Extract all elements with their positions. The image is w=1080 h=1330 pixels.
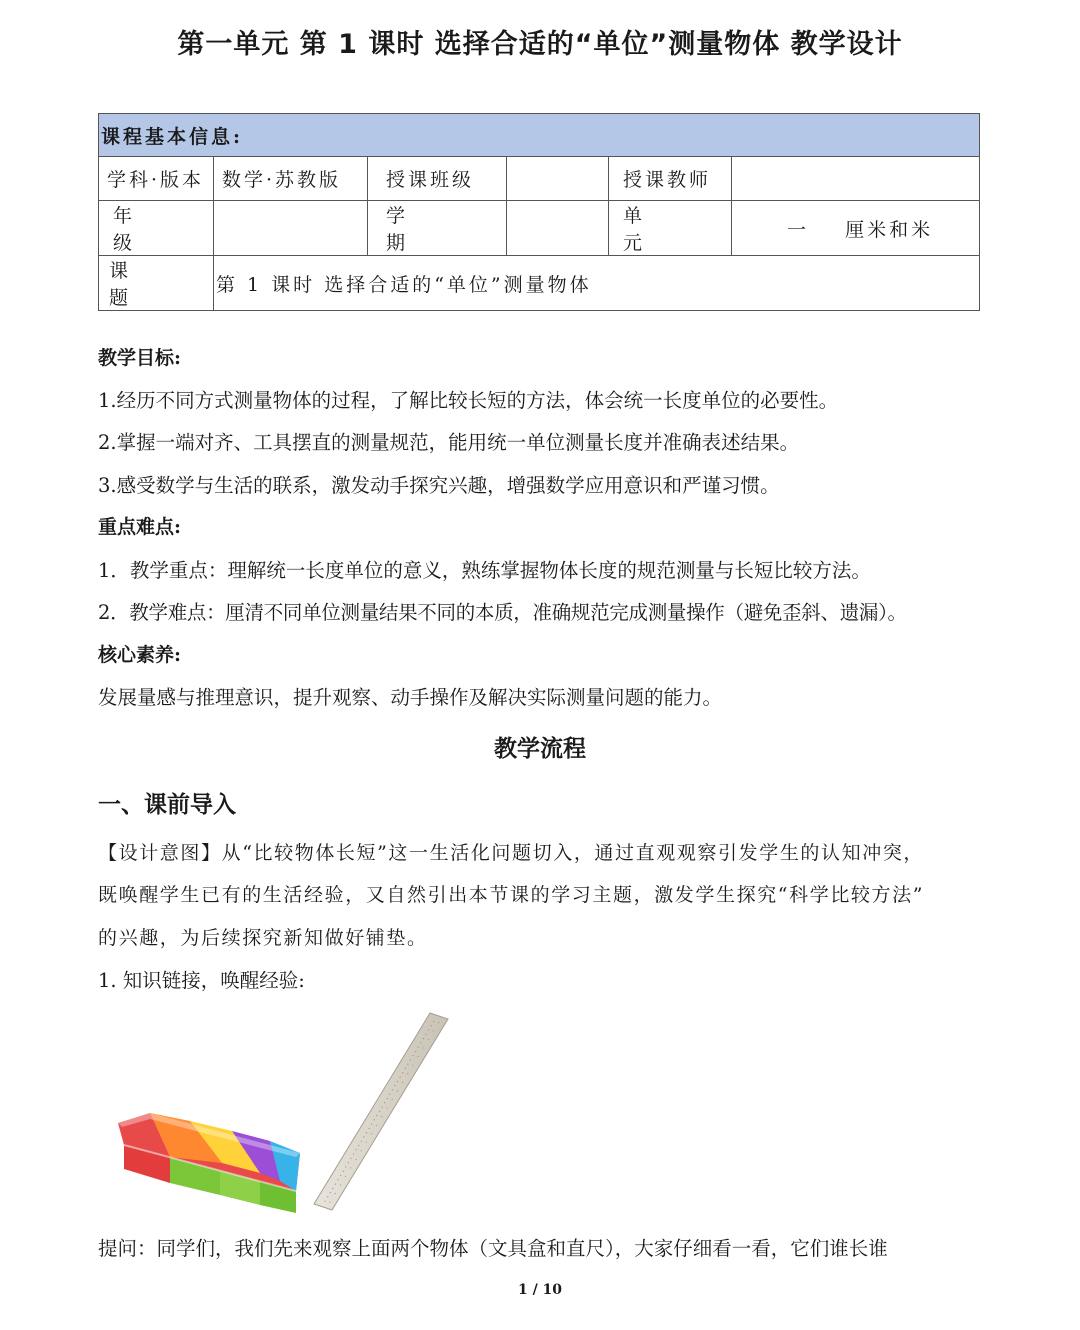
step-1-label: 1. 知识链接，唤醒经验: bbox=[98, 969, 305, 992]
core-text: 发展量感与推理意识，提升观察、动手操作及解决实际测量问题的能力。 bbox=[98, 686, 723, 709]
goal-item-2: 2.掌握一端对齐、工具摆直的测量规范，能用统一单位测量长度并准确表述结果。 bbox=[98, 431, 800, 454]
teacher-label: 授课教师 bbox=[609, 157, 732, 201]
key-point-1: 1．教学重点：理解统一长度单位的意义，熟练掌握物体长度的规范测量与长短比较方法。 bbox=[98, 559, 871, 582]
design-intent-line-1: 【设计意图】从“比较物体长短”这一生活化问题切入，通过直观观察引发学生的认知冲突， bbox=[98, 842, 925, 864]
term-label: 学期 bbox=[368, 201, 507, 256]
course-info-table bbox=[98, 113, 980, 311]
core-heading: 核心素养: bbox=[98, 644, 182, 666]
pencil-case-icon bbox=[118, 1113, 300, 1213]
class-label: 授课班级 bbox=[368, 157, 507, 201]
goals-heading: 教学目标: bbox=[98, 347, 182, 369]
grade-value bbox=[214, 201, 368, 256]
pencil-case-and-ruler-illustration bbox=[110, 1005, 460, 1220]
term-value bbox=[507, 201, 609, 256]
class-value bbox=[507, 157, 609, 201]
key-point-2: 2．教学难点：厘清不同单位测量结果不同的本质，准确规范完成测量操作（避免歪斜、遗漏）。 bbox=[98, 601, 907, 624]
topic-label: 课题 bbox=[99, 256, 214, 311]
goal-item-1: 1.经历不同方式测量物体的过程，了解比较长短的方法，体会统一长度单位的必要性。 bbox=[98, 389, 839, 412]
document-title: 第一单元 第 1 课时 选择合适的“单位”测量物体 教学设计 bbox=[177, 29, 903, 60]
flow-heading: 教学流程 bbox=[494, 735, 586, 762]
subject-value: 数学·苏教版 bbox=[214, 157, 368, 201]
goal-item-3: 3.感受数学与生活的联系，激发动手探究兴趣，增强数学应用意识和严谨习惯。 bbox=[98, 474, 780, 497]
question-text: 提问：同学们，我们先来观察上面两个物体（文具盒和直尺），大家仔细看一看，它们谁长谁 bbox=[98, 1237, 888, 1260]
teacher-value bbox=[732, 157, 980, 201]
subject-label: 学科·版本 bbox=[99, 157, 214, 201]
ruler-icon bbox=[314, 1013, 448, 1210]
section-1-heading: 一、课前导入 bbox=[98, 791, 236, 818]
info-table-header: 课程基本信息: bbox=[99, 114, 980, 157]
unit-label: 单元 bbox=[609, 201, 732, 256]
design-intent-line-2: 既唤醒学生已有的生活经验，又自然引出本节课的学习主题，激发学生探究“科学比较方法” bbox=[98, 884, 925, 906]
key-points-heading: 重点难点: bbox=[98, 516, 182, 538]
design-intent-line-3: 的兴趣，为后续探究新知做好铺垫。 bbox=[98, 927, 428, 949]
topic-value: 第 1 课时 选择合适的“单位”测量物体 bbox=[214, 256, 980, 311]
grade-label: 年级 bbox=[99, 201, 214, 256]
unit-value: 一 厘米和米 bbox=[732, 201, 980, 256]
page-number: 1 / 10 bbox=[517, 1282, 563, 1298]
